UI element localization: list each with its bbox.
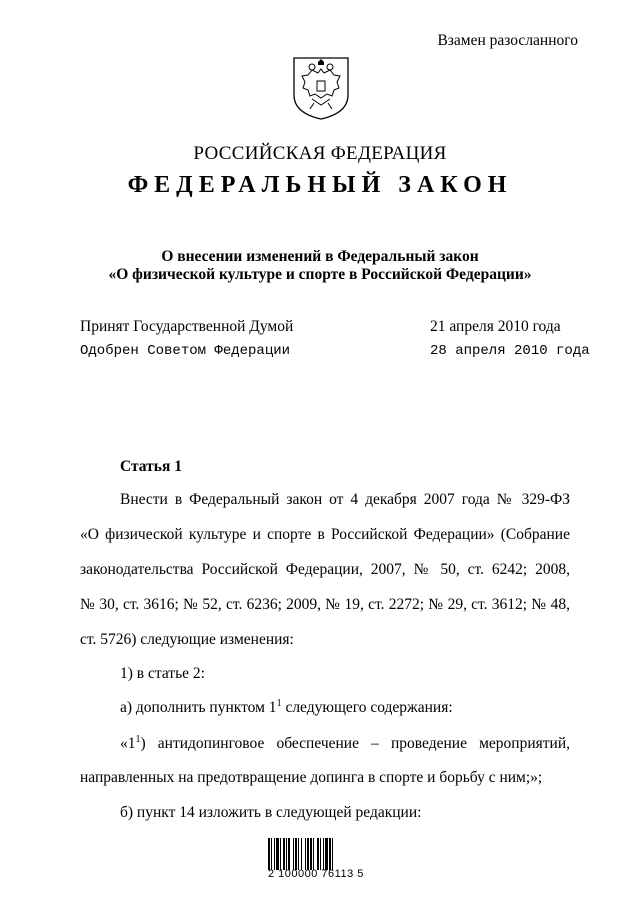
approved-label: Одобрен Советом Федерации: [80, 343, 291, 359]
article-text-line: ст. 5726) следующие изменения:: [80, 631, 294, 648]
country-heading: РОССИЙСКАЯ ФЕДЕРАЦИЯ: [193, 143, 447, 164]
adopted-label: Принят Государственной Думой: [80, 318, 294, 335]
barcode-icon: [268, 838, 372, 870]
amendment-item-1: 1) в статье 2:: [120, 665, 205, 682]
article-text-line: Внести в Федеральный закон от 4 декабря 2007 года № 329-ФЗ: [120, 491, 570, 508]
article-heading: Статья 1: [120, 458, 182, 475]
law-type-heading: ФЕДЕРАЛЬНЫЙ ЗАКОН: [127, 172, 513, 198]
quoted-definition-line-2: направленных на предотвращение допинга в спорте и борьбу с ним;»;: [80, 769, 543, 786]
law-title-line-2: «О физической культуре и спорте в Российской Федерации»: [108, 266, 532, 283]
article-text-line: законодательства Российской Федерации, 2007, № 50, ст. 6242; 2008,: [80, 561, 570, 578]
replacement-stamp: Взамен разосланного: [437, 32, 578, 49]
coat-of-arms-icon: [290, 55, 352, 121]
article-text-line: № 30, ст. 3616; № 52, ст. 6236; 2009, № 19, ст. 2272; № 29, ст. 3612; № 48,: [80, 596, 570, 613]
amendment-item-a: а) дополнить пунктом $1^1$ следующего содержания:: [120, 697, 453, 716]
barcode-number: 2 100000 76113 5: [268, 868, 364, 880]
approved-date: 28 апреля 2010 года: [430, 343, 590, 359]
article-text-line: «О физической культуре и спорте в Российской Федерации» (Собрание: [80, 526, 570, 543]
adopted-date: 21 апреля 2010 года: [430, 318, 561, 335]
quoted-definition-line-1: «$1^1$) антидопинговое обеспечение – проведение мероприятий,: [120, 733, 570, 752]
law-title-line-1: О внесении изменений в Федеральный закон: [161, 248, 479, 265]
amendment-item-b: б) пункт 14 изложить в следующей редакции:: [120, 804, 422, 821]
